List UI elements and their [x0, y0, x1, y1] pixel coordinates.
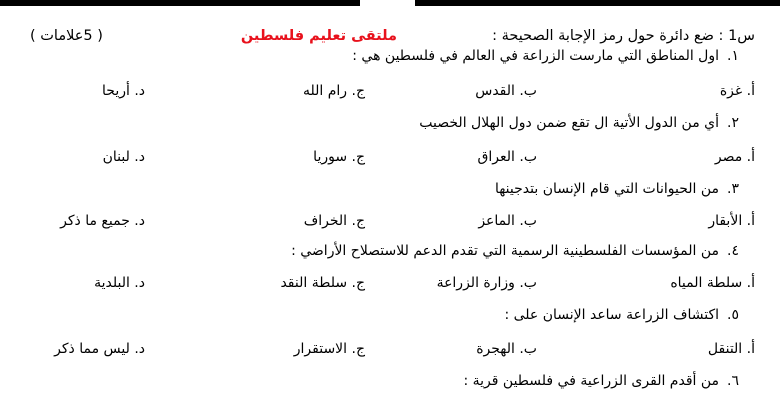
option-d[interactable]: د. البلدية — [94, 275, 145, 291]
option-c[interactable]: ج. الاستقرار — [293, 341, 365, 357]
option-d[interactable]: د. ليس مما ذكر — [54, 341, 145, 357]
question-number: ٢. — [727, 115, 739, 131]
option-c[interactable]: ج. سوريا — [313, 149, 365, 165]
question-number: ٦. — [727, 373, 739, 389]
question-text: اول المناطق التي مارست الزراعة في العالم في فلسطين هي : — [352, 48, 720, 64]
question-4 — [291, 243, 739, 259]
option-a[interactable]: أ. التنقل — [707, 341, 755, 357]
option-c[interactable]: ج. سلطة النقد — [280, 275, 365, 291]
option-d[interactable]: د. أريحا — [102, 83, 145, 99]
section-title: س1 : ضع دائرة حول رمز الإجابة الصحيحة : — [492, 28, 755, 44]
header-row — [30, 28, 755, 48]
options-row-2 — [30, 149, 755, 169]
question-number: ١. — [727, 48, 739, 64]
question-6 — [463, 373, 739, 389]
question-text: من الحيوانات التي قام الإنسان بتدجينها — [494, 181, 720, 197]
option-d[interactable]: د. جميع ما ذكر — [60, 213, 145, 229]
options-row-5 — [30, 341, 755, 361]
question-number: ٥. — [727, 307, 739, 323]
question-1 — [352, 48, 739, 64]
question-number: ٤. — [727, 243, 739, 259]
option-b[interactable]: ب. الهجرة — [476, 341, 537, 357]
question-5 — [504, 307, 739, 323]
option-a[interactable]: أ. سلطة المياه — [670, 275, 755, 291]
option-b[interactable]: ب. وزارة الزراعة — [436, 275, 537, 291]
question-number: ٣. — [727, 181, 739, 197]
top-border-left — [0, 0, 360, 6]
question-2 — [419, 115, 739, 131]
question-text: من المؤسسات الفلسطينية الرسمية التي تقدم الدعم للاستصلاح الأراضي : — [291, 243, 720, 259]
question-text: من أقدم القرى الزراعية في فلسطين قرية : — [463, 373, 720, 389]
option-c[interactable]: ج. الخراف — [303, 213, 365, 229]
option-a[interactable]: أ. غزة — [719, 83, 755, 99]
question-text: اكتشاف الزراعة ساعد الإنسان على : — [504, 307, 720, 323]
options-row-1 — [30, 83, 755, 103]
option-a[interactable]: أ. الأبقار — [708, 213, 755, 229]
option-a[interactable]: أ. مصر — [714, 149, 755, 165]
question-3 — [495, 181, 739, 197]
marks-label: ( 5علامات ) — [30, 28, 103, 44]
top-border-right — [415, 0, 780, 6]
options-row-3 — [30, 213, 755, 233]
question-text: أي من الدول الأتية ال تقع ضمن دول الهلال الخصيب — [419, 115, 720, 131]
options-row-4 — [30, 275, 755, 295]
option-b[interactable]: ب. القدس — [475, 83, 537, 99]
brand-label: ملتقى تعليم فلسطين — [240, 28, 397, 44]
option-b[interactable]: ب. العراق — [477, 149, 537, 165]
option-b[interactable]: ب. الماعز — [478, 213, 537, 229]
option-d[interactable]: د. لبنان — [102, 149, 145, 165]
option-c[interactable]: ج. رام الله — [302, 83, 365, 99]
